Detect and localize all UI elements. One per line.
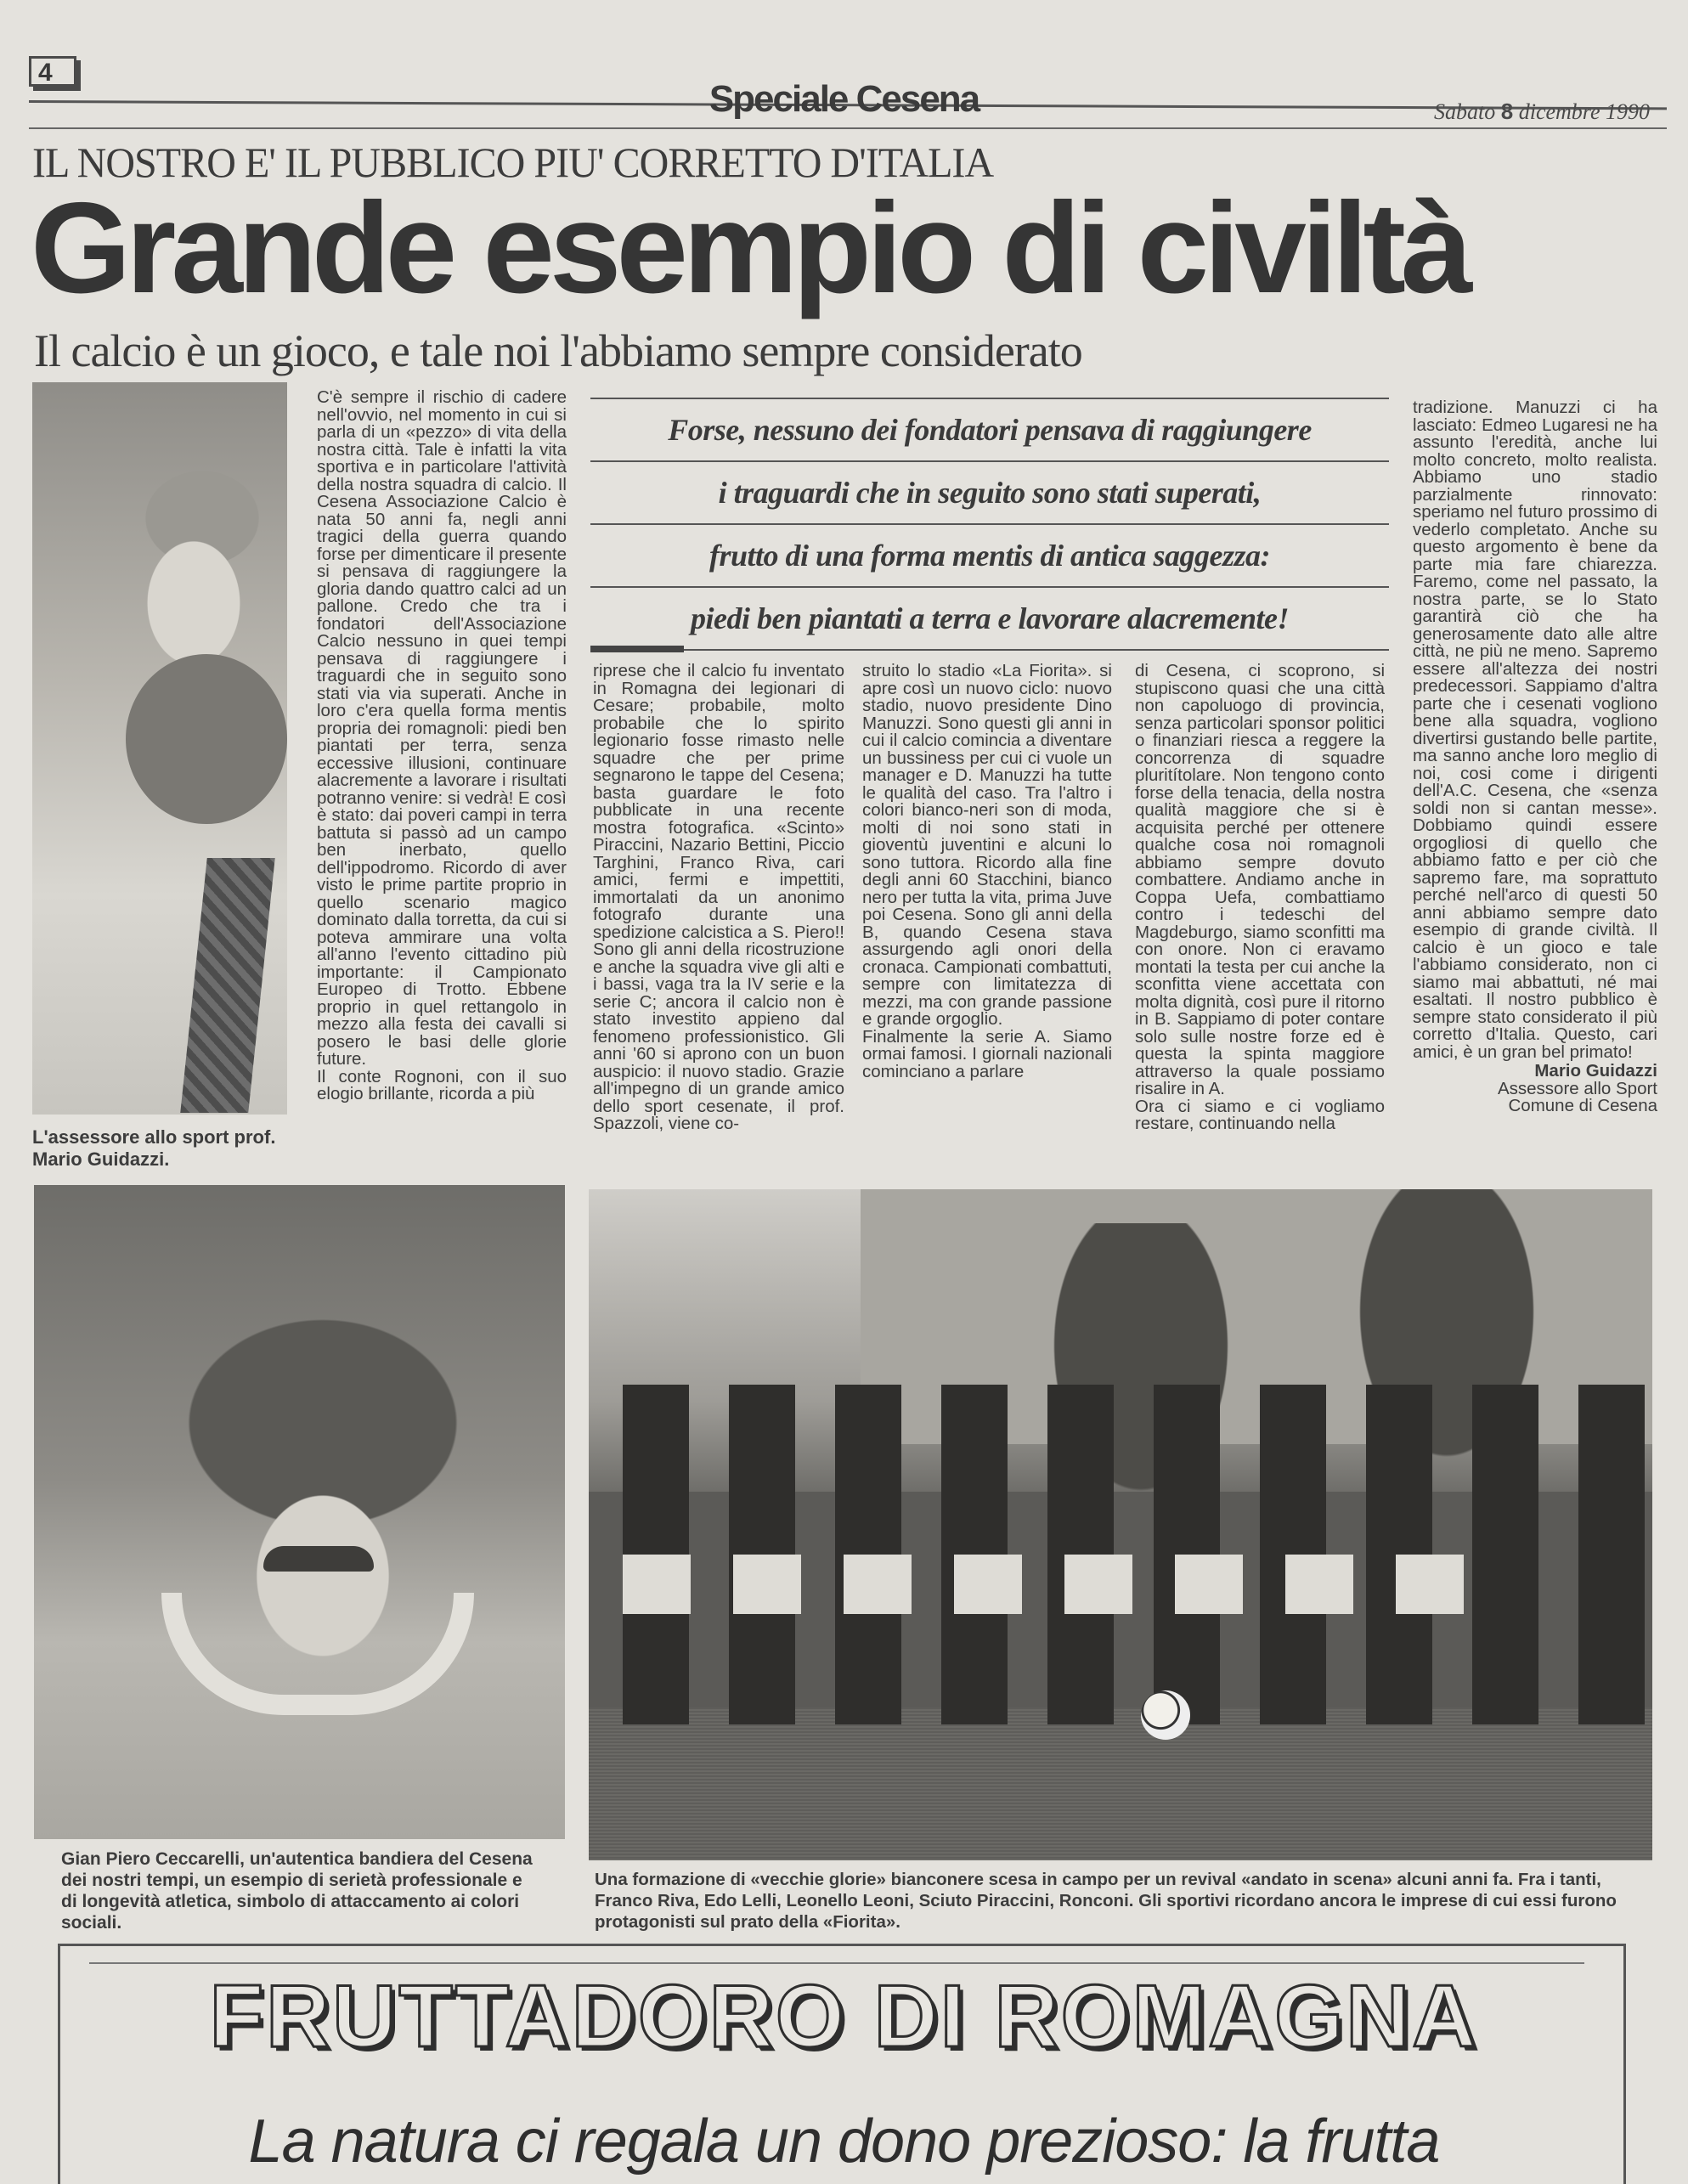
photo-detail — [589, 1707, 1652, 1860]
article-column-4 — [1135, 663, 1385, 1133]
section-title: Speciale Cesena — [709, 78, 979, 120]
paragraph: Ora ci siamo e ci vogliamo restare, continuando nella — [1135, 1096, 1385, 1133]
paragraph: struito lo stadio «La Fiorita». si apre così un nuovo ciclo: nuovo stadio, nuovo presidente Dino Manuzzi. Sono questi gli anni in cui il calcio comincia a diventare un bussiness per cui ci vuole un manager e D. Manuzzi ha tutte le qualità del caso. Tra l'altro i colori bianco-neri son di moda, molti di noi sono stati in gioventù juventini e alcuni lo sono tuttora. Ricordo alla fine degli anni 60 Stacchini, bianco nero per tutta la vita, prima Juve poi Cesena. Sono gli anni della B, quando Cesena stava assurgendo agli onori della cronaca. Campionati combattuti, sempre con limitatezza di mezzi, ma con grande passione e grande orgoglio. — [862, 661, 1112, 1029]
article-column-2 — [593, 663, 844, 1133]
article-headline: Grande esempio di civiltà — [31, 176, 1468, 320]
pull-quote-line: frutto di una forma mentis di antica saggezza: — [590, 523, 1389, 586]
date-month-year: dicembre 1990 — [1518, 99, 1650, 124]
date-day: 8 — [1500, 99, 1514, 124]
author-office: Comune di Cesena — [1508, 1096, 1657, 1115]
photo-detail — [263, 1546, 374, 1572]
pull-quote-line: i traguardi che in seguito sono stati superati, — [590, 460, 1389, 523]
author-role: Assessore allo Sport — [1497, 1078, 1657, 1098]
advertisement-rule — [89, 1962, 1584, 1964]
photo-detail — [126, 654, 287, 824]
pull-quote-rule — [590, 649, 1389, 654]
pull-quote-line: piedi ben piantati a terra e lavorare alacremente! — [590, 586, 1389, 649]
pull-quote — [590, 398, 1389, 654]
article-column-3 — [862, 663, 1112, 1081]
photo-detail — [161, 1593, 474, 1715]
article-subhead: Il calcio è un gioco, e tale noi l'abbiamo sempre considerato — [34, 325, 1082, 376]
team-photo-vecchie-glorie — [589, 1189, 1652, 1860]
paragraph: riprese che il calcio fu inventato in Romagna dei legionari di Cesare; probabile, molto probabile che lo spirito legionario fosse rimasto nelle squadre che per prime segnarono le tappe del Cesena; basta guardare le foto pubblicate in una recente mostra fotografica. «Scinto» Piraccini, Nazario Bettini, Piccio Targhini, Franco Riva, cari amici, fermi e impettiti, immortalati da un anonimo fotografo durante una spedizione calcistica a S. Piero!! Sono gli anni della ricostruzione e anche la squadra vive gli alti e i bassi, vaga tra la IV serie e la serie C; ancora il calcio non è stato investito appieno dal fenomeno professionistico. Gli anni '60 si aprono con un buon auspicio: il nuovo stadio. Grazie all'impegno di un grande amico dello sport cesenate, il prof. Spazzoli, viene co- — [593, 661, 844, 1133]
article-column-1 — [317, 389, 567, 1103]
paragraph: tradizione. Manuzzi ci ha lasciato: Edmeo Lugaresi ne ha assunto l'eredità, anche lui molto concreto, molto realista. Abbiamo uno stadio parzialmente rinnovato: speriamo nel futuro prossimo di vederlo completato. Anche su questo argomento è bene da parte mia fare chiarezza. Faremo, come nel passato, la nostra parte, se lo Stato garantirà ciò che ha generosamente dato alle altre città, ne più ne meno. Sapremo essere all'altezza dei nostri predecessori. Sappiamo d'altra parte che i cesenati vogliono bene alla squadra, vogliono divertirsi gustando belle partite, ma sanno anche loro meglio di noi, cosi come i dirigenti dell'A.C. Cesena, che «senza soldi non si cantan messe». Dobbiamo quindi essere orgogliosi di quello che abbiamo fatto e per ciò che sapremo fare, ma soprattuto perché nell'arco di questi 50 anni abbiamo sempre dato esempio di grande civiltà. Il calcio è un gioco e tale l'abbiamo considerato, non ci siamo mai abbattuti, né mai esaltati. Il nostro pubblico è sempre stato considerato il più corretto d'Italia. Questo, cari amici, è un gran bel primato! — [1413, 398, 1657, 1062]
page-number: 4 — [29, 56, 76, 87]
photo-detail — [180, 858, 275, 1113]
paragraph: C'è sempre il rischio di cadere nell'ovvio, nel momento in cui si parla di un «pezzo» di vita della nostra città. Tale è infatti la vita sportiva e in particolare l'attività della nostra squadra di calcio. Il Cesena Associazione Calcio è nata 50 anni fa, negli anni tragici della guerra quando forse per dimenticare il presente si pensava di raggiungere la gloria dando quattro calci ad un pallone. Credo che tra i fondatori dell'Associazione Calcio nessuno in quei tempi pensava di raggiungere i traguardi che in seguito sono stati via via superati. Anche in loro c'era quella forma mentis propria dei romagnoli: piedi ben piantati per terra, senza eccessive illusioni, continuare alacremente a lavorare i risultati potranno venire: si vedrà! E così è stato: dai poveri campi in terra battuta si passò ad un campo ben inerbato, quello dell'ippodromo. Ricordo di aver visto le prime partite proprio in quello scenario magico dominato dalla torretta, da cui si poteva ammirare una volta all'anno l'evento cittadino più importante: il Campionato Europeo di Trotto. Ebbene proprio in quel rettangolo in mezzo alla festa dei cavalli si posero le basi delle glorie future. — [317, 387, 567, 1069]
team-caption: Una formazione di «vecchie glorie» bianconere scesa in campo per un revival «andato in scena» alcuni anni fa. Fra i tanti, Franco Riva, Edo Lelli, Leonello Leoni, Sciuto Piraccini, Ronconi. Gli sportivi ricordano ancora le imprese di cui essi furono protagonisti sul prato della «Fiorita». — [595, 1870, 1617, 1932]
portrait-photo-mario-guidazzi — [32, 382, 287, 1115]
article-column-5 — [1413, 399, 1657, 1115]
advertisement-tagline: La natura ci regala un dono prezioso: la frutta — [248, 2108, 1440, 2176]
date-weekday: Sabato — [1434, 99, 1496, 124]
portrait-caption: L'assessore allo sport prof. Mario Guidazzi. — [32, 1126, 276, 1170]
paragraph: di Cesena, ci scoprono, si stupiscono quasi che una città non capoluogo di provincia, senza particolari sponsor politici o finanziari riesca a reggere la concorrenza di squadre pluritítolare. Non tengono conto forse della tenacia, della nostra qualità maggiore che si è acquisita perché per ottenere qualche cosa noi romagnoli abbiamo sempre dovuto combattere. Andiamo anche in Coppa Uefa, combattiamo contro i tedeschi del Magdeburgo, siamo sconfitti ma con onore. Non ci eravamo montati la testa per cui anche la sconfitta viene accettata con molta dignità, così pure il ritorno in B. Sappiamo di poter contare solo sulle nostre forze ed è questa la spinta maggiore attraverso la quale possiamo risalire in A. — [1135, 661, 1385, 1098]
player-photo-ceccarelli — [34, 1185, 565, 1839]
header-rule-2 — [29, 127, 1667, 129]
football-icon — [1141, 1690, 1190, 1740]
photo-detail — [623, 1555, 1506, 1614]
player-caption: Gian Piero Ceccarelli, un'autentica bandiera del Cesena dei nostri tempi, un esempio di serietà professionale e di longevità atletica, simbolo di attaccamento ai colori sociali. — [61, 1849, 533, 1933]
author-name: Mario Guidazzi — [1534, 1061, 1657, 1081]
paragraph: Finalmente la serie A. Siamo ormai famosi. I giornali nazionali cominciano a parlare — [862, 1026, 1112, 1081]
paragraph: Il conte Rognoni, con il suo elogio brillante, ricorda a più — [317, 1066, 567, 1103]
author-signature — [1413, 1063, 1657, 1115]
issue-date — [1434, 99, 1650, 125]
article-kicker: IL NOSTRO E' IL PUBBLICO PIU' CORRETTO D'ITALIA — [32, 138, 994, 186]
pull-quote-line: Forse, nessuno dei fondatori pensava di raggiungere — [590, 398, 1389, 460]
advertisement-title: FRUTTADORO DI ROMAGNA — [209, 1967, 1479, 2066]
